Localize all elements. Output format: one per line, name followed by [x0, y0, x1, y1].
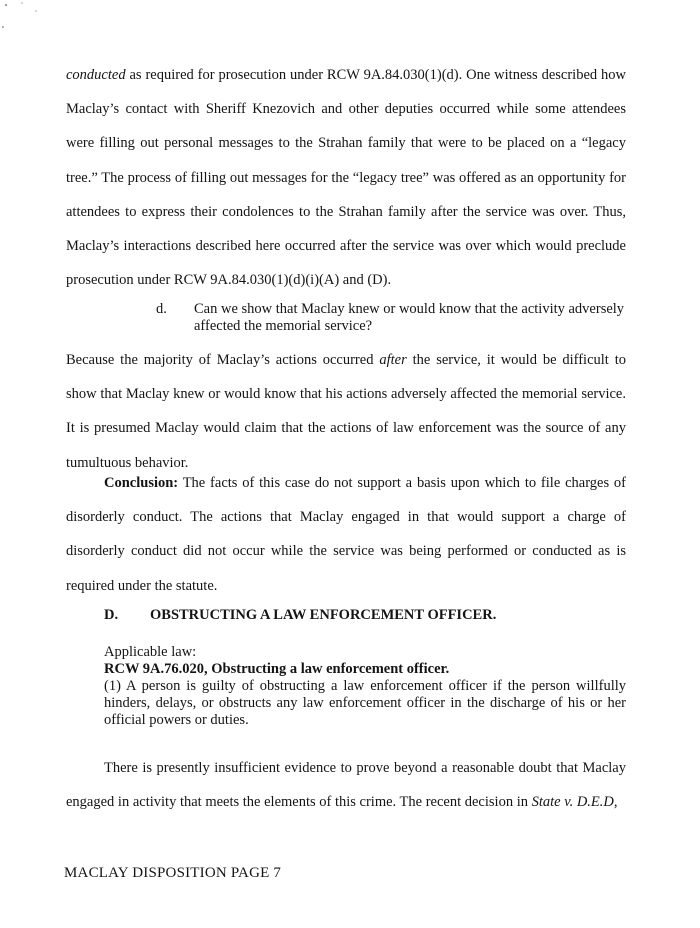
statute-title: RCW 9A.76.020, Obstructing a law enforcement officer.: [104, 661, 450, 677]
paragraph-2-after: the service, it would be difficult to show that Maclay knew or would know that his actions adversely affected the memorial service. It is presumed Maclay would claim that the actions of law enforcement was the source of any tumultuous behavior.: [66, 352, 626, 471]
paragraph-1-text: as required for prosecution under RCW 9A.84.030(1)(d). One witness described how Maclay’s contact with Sheriff Knezovich and other deputies occurred while some attendees were filling out personal messages to the Strahan family that were to be placed on a “legacy tree.” The process of filling out messages for the “legacy tree” was offered as an opportunity for attendees to express their condolences to the Strahan family after the service was over. Thus, Maclay’s interactions described here occurred after the service was over which would preclude prosecution under RCW 9A.84.030(1)(d)(i)(A) and (D).: [66, 67, 626, 289]
conclusion-label: Conclusion:: [104, 475, 179, 491]
subsection-d-text: Can we show that Maclay knew or would know that the activity adversely affected the memorial service?: [194, 301, 625, 334]
section-heading-obstructing: [104, 607, 496, 624]
paragraph-final-text: There is presently insufficient evidence to prove beyond a reasonable doubt that Maclay engaged in activity that meets the elements of this crime. The recent decision in: [66, 760, 626, 811]
paragraph-disorderly-timing: [66, 58, 626, 297]
paragraph-insufficient-evidence: [66, 751, 626, 819]
statute-text: (1) A person is guilty of obstructing a law enforcement officer if the person willfully hinders, delays, or obstructs any law enforcement officer in the discharge of his or her official powers or duties.: [104, 678, 626, 728]
conclusion-text: The facts of this case do not support a basis upon which to file charges of disorderly conduct. The actions that Maclay engaged in that would support a charge of disorderly conduct did not occur while the service was being performed or conducted as is required under the statute.: [66, 475, 626, 594]
section-title: OBSTRUCTING A LAW ENFORCEMENT OFFICER.: [150, 607, 497, 623]
paragraph-knowledge: [66, 343, 626, 480]
page-footer: MACLAY DISPOSITION PAGE 7: [64, 865, 282, 881]
scan-specks: [0, 0, 60, 40]
case-name: State v. D.E.D,: [531, 794, 618, 811]
section-letter: D.: [104, 607, 119, 623]
subsection-d-question: [156, 301, 626, 335]
paragraph-2-before: Because the majority of Maclay’s actions occurred: [66, 352, 380, 368]
italic-conducted: conducted: [66, 67, 126, 83]
paragraph-conclusion: [66, 466, 626, 603]
subsection-d-letter: d.: [156, 301, 167, 317]
applicable-law-label: Applicable law:: [104, 644, 197, 660]
italic-after: after: [379, 352, 407, 368]
